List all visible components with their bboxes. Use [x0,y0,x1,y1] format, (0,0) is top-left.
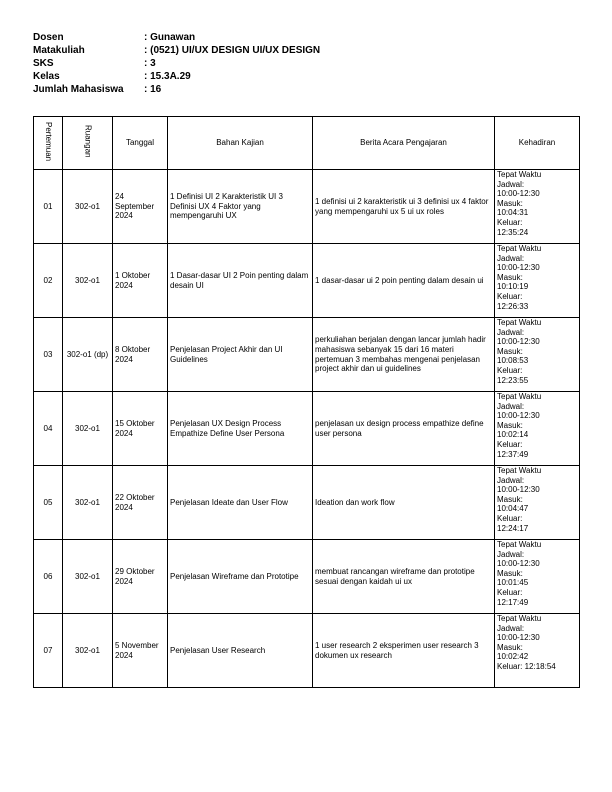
kehadiran-line: 10:08:53 [497,356,529,366]
header-row-matakuliah [33,44,320,57]
kehadiran-line: Keluar: [497,513,523,523]
kehadiran-line: 10:00-12:30 [497,263,540,273]
kehadiran-line: 12:26:33 [497,301,529,311]
bahan-kajian-cell: Penjelasan Ideate dan User Flow [168,466,313,540]
pertemuan-cell: 04 [34,392,63,466]
kehadiran-line: Jadwal: [497,401,525,411]
kehadiran-line: 12:17:49 [497,597,529,607]
kehadiran-line: Masuk: [497,272,523,282]
header-label: Dosen [33,32,64,43]
berita-acara-cell: penjelasan ux design process empathize define user persona [313,392,495,466]
kehadiran-cell [495,392,580,466]
header-value: : 15.3A.29 [144,71,191,82]
berita-acara-cell: Ideation dan work flow [313,466,495,540]
kehadiran-cell [495,614,580,688]
pertemuan-cell: 03 [34,318,63,392]
kehadiran-line: Tepat Waktu [497,170,542,179]
table-header-row [34,117,580,170]
header-value: : 3 [144,58,156,69]
tanggal-cell: 8 Oktober 2024 [113,318,168,392]
kehadiran-line: 10:00-12:30 [497,633,540,643]
kehadiran-line: Masuk: [497,346,523,356]
header-row-dosen [33,31,320,44]
ruangan-cell: 302-o1 [63,244,113,318]
kehadiran-line: 10:02:42 [497,652,529,662]
pertemuan-cell: 05 [34,466,63,540]
berita-acara-cell: perkuliahan berjalan dengan lancar jumlah hadir mahasiswa sebanyak 15 dari 16 materi pertemuan 3 membahas mengenai penjelasan project akhir dan ui guidelines [313,318,495,392]
kehadiran-line: Masuk: [497,642,523,652]
col-header-kehadiran: Kehadiran [495,117,580,170]
kehadiran-line: Tepat Waktu [497,614,542,623]
kehadiran-line: Masuk: [497,568,523,578]
header-label: Matakuliah [33,45,85,56]
header-value: : 16 [144,84,162,95]
ruangan-cell: 302-o1 [63,392,113,466]
col-header-ruangan: Ruangan [63,117,113,170]
col-header-pertemuan: Pertemuan [34,117,63,170]
kehadiran-line: Tepat Waktu [497,244,542,253]
kehadiran-cell [495,170,580,244]
kehadiran-line: Keluar: [497,439,523,449]
kehadiran-line: Masuk: [497,198,523,208]
kehadiran-line: 12:35:24 [497,227,529,237]
kehadiran-line: Jadwal: [497,179,525,189]
col-header-berita-acara: Berita Acara Pengajaran [313,117,495,170]
kehadiran-line: 12:23:55 [497,375,529,385]
kehadiran-cell [495,466,580,540]
ruangan-cell: 302-o1 [63,466,113,540]
kehadiran-line: Tepat Waktu [497,318,542,327]
tanggal-cell: 15 Oktober 2024 [113,392,168,466]
kehadiran-line: Masuk: [497,420,523,430]
table-body [34,170,580,688]
kehadiran-line: Keluar: [497,291,523,301]
kehadiran-line: 10:00-12:30 [497,189,540,199]
kehadiran-line: Jadwal: [497,253,525,263]
kehadiran-line: Jadwal: [497,623,525,633]
kehadiran-line: Jadwal: [497,549,525,559]
kehadiran-line: Tepat Waktu [497,392,542,401]
kehadiran-line: 10:00-12:30 [497,485,540,495]
kehadiran-line: 10:04:47 [497,504,529,514]
header-value: : Gunawan [144,32,196,43]
ruangan-cell: 302-o1 [63,614,113,688]
bahan-kajian-cell: Penjelasan UX Design Process Empathize Define User Persona [168,392,313,466]
tanggal-cell: 1 Oktober 2024 [113,244,168,318]
kehadiran-line: Keluar: [497,587,523,597]
col-header-bahan-kajian: Bahan Kajian [168,117,313,170]
tanggal-cell: 24 September 2024 [113,170,168,244]
kehadiran-line: Masuk: [497,494,523,504]
kehadiran-line: Tepat Waktu [497,466,542,475]
kehadiran-line: 10:02:14 [497,430,529,440]
attendance-table [33,116,580,688]
header-label: Jumlah Mahasiswa [33,84,124,95]
berita-acara-cell: membuat rancangan wireframe dan prototipe sesuai dengan kaidah ui ux [313,540,495,614]
kehadiran-line: 10:00-12:30 [497,337,540,347]
ruangan-cell: 302-o1 [63,540,113,614]
header-row-jumlah-mahasiswa [33,83,320,96]
document-header [33,31,320,96]
tanggal-cell: 5 November 2024 [113,614,168,688]
kehadiran-line: Keluar: 12:18:54 [497,661,556,671]
kehadiran-line: 12:37:49 [497,449,529,459]
tanggal-cell: 22 Oktober 2024 [113,466,168,540]
kehadiran-line: Tepat Waktu [497,540,542,549]
pertemuan-cell: 06 [34,540,63,614]
header-row-sks [33,57,320,70]
kehadiran-line: 12:24:17 [497,523,529,533]
col-header-tanggal: Tanggal [113,117,168,170]
table-row [34,614,580,688]
pertemuan-cell: 07 [34,614,63,688]
bahan-kajian-cell: Penjelasan Wireframe dan Prototipe [168,540,313,614]
table-row [34,318,580,392]
header-label: Kelas [33,71,60,82]
tanggal-cell: 29 Oktober 2024 [113,540,168,614]
table-row [34,540,580,614]
kehadiran-line: Keluar: [497,365,523,375]
bahan-kajian-cell: 1 Definisi UI 2 Karakteristik UI 3 Definisi UX 4 Faktor yang mempengaruhi UX [168,170,313,244]
kehadiran-line: Keluar: [497,217,523,227]
bahan-kajian-cell: Penjelasan Project Akhir dan UI Guidelines [168,318,313,392]
table-row [34,466,580,540]
kehadiran-line: Jadwal: [497,475,525,485]
header-value: : (0521) UI/UX DESIGN UI/UX DESIGN [144,45,321,56]
kehadiran-cell [495,540,580,614]
pertemuan-cell: 01 [34,170,63,244]
berita-acara-cell: 1 dasar-dasar ui 2 poin penting dalam desain ui [313,244,495,318]
table-row [34,244,580,318]
ruangan-cell: 302-o1 [63,170,113,244]
kehadiran-line: 10:00-12:30 [497,411,540,421]
berita-acara-cell: 1 user research 2 eksperimen user research 3 dokumen ux research [313,614,495,688]
berita-acara-cell: 1 definisi ui 2 karakteristik ui 3 definisi ux 4 faktor yang mempengaruhi ux 5 ui ux roles [313,170,495,244]
kehadiran-cell [495,244,580,318]
kehadiran-cell [495,318,580,392]
header-label: SKS [33,58,54,69]
kehadiran-line: 10:01:45 [497,578,529,588]
header-row-kelas [33,70,320,83]
kehadiran-line: Jadwal: [497,327,525,337]
table-row [34,170,580,244]
kehadiran-line: 10:10:19 [497,282,529,292]
bahan-kajian-cell: 1 Dasar-dasar UI 2 Poin penting dalam desain UI [168,244,313,318]
ruangan-cell: 302-o1 (dp) [63,318,113,392]
table-row [34,392,580,466]
bahan-kajian-cell: Penjelasan User Research [168,614,313,688]
kehadiran-line: 10:00-12:30 [497,559,540,569]
pertemuan-cell: 02 [34,244,63,318]
kehadiran-line: 10:04:31 [497,208,529,218]
